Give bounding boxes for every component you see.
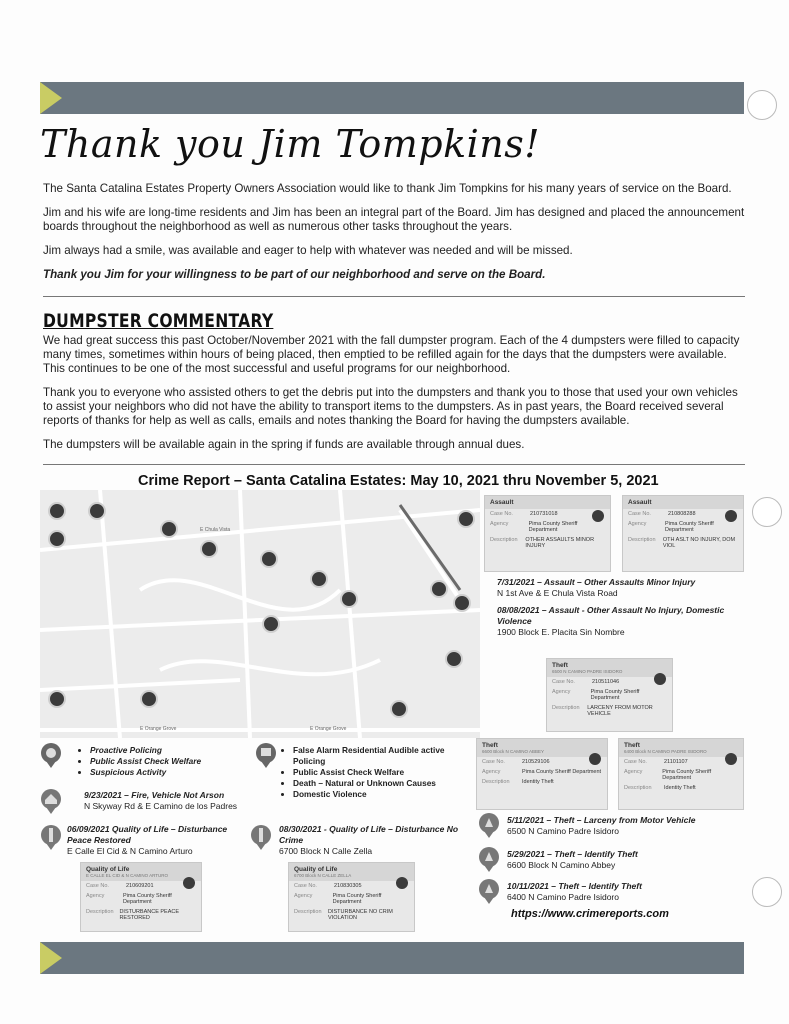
card-address: 6700 Block N CALLE ZELLA [294, 873, 352, 878]
map-pin[interactable] [200, 540, 218, 558]
crimereports-link[interactable]: https://www.crimereports.com [511, 908, 669, 920]
card-agency: Pima County Sheriff Department [528, 521, 578, 533]
band-accent [40, 942, 62, 974]
map-pin[interactable] [140, 690, 158, 708]
card-title [289, 863, 414, 881]
theft-icon [478, 812, 500, 838]
card-label: Case No. [624, 759, 647, 765]
card-description: LARCENY FROM MOTOR VEHICLE [587, 705, 653, 717]
incident-assault-2 [497, 605, 742, 638]
card-description: Identity Theft [522, 779, 554, 785]
incident-location: 6400 N Camino Padre Isidoro [507, 892, 619, 902]
incident-theft-2 [507, 849, 742, 871]
legend-item: • Suspicious Activity [90, 767, 201, 778]
card-label: Description [490, 537, 518, 543]
crime-map[interactable] [40, 490, 480, 738]
assault-icon [725, 510, 737, 522]
card-label: Description [624, 785, 652, 791]
card-agency: Pima County Sheriff Department [122, 893, 172, 905]
header-band [40, 82, 744, 114]
card-agency: Pima County Sheriff Department [522, 769, 602, 775]
street-label: E Chula Vista [200, 527, 231, 533]
card-type: Quality of Life [86, 866, 130, 873]
incident-location: 6600 Block N Camino Abbey [507, 860, 616, 870]
card-label: Agency [624, 769, 643, 775]
bottle-icon [40, 824, 62, 850]
theft-icon [478, 878, 500, 904]
incident-fire [84, 790, 254, 812]
card-label: Description [552, 705, 580, 711]
map-pin[interactable] [457, 510, 475, 528]
alarm-icon [255, 742, 277, 768]
incident-title: 7/31/2021 – Assault – Other Assaults Minor Injury [497, 577, 696, 587]
card-label: Case No. [552, 679, 575, 685]
band-accent [40, 82, 62, 114]
incident-location: 6700 Block N Calle Zella [279, 846, 373, 856]
thanks-paragraph-3: Jim always had a smile, was available and eager to help with whatever was needed and will be missed. [43, 244, 573, 257]
card-case: 210529106 [522, 759, 550, 765]
card-label: Case No. [490, 511, 513, 517]
map-streets [40, 490, 480, 738]
dumpster-paragraph-3: The dumpsters will be available again in the spring if funds are available through annual dues. [43, 438, 525, 451]
map-pin[interactable] [430, 580, 448, 598]
card-label: Agency [490, 521, 509, 527]
incident-assault-1 [497, 577, 742, 599]
footer-band [40, 942, 744, 974]
thanks-paragraph-4: Thank you Jim for your willingness to be part of our neighborhood and serve on the Board. [43, 268, 546, 281]
card-title: Assault [485, 496, 610, 509]
theft-card-3[interactable] [618, 738, 744, 810]
incident-title: 08/30/2021 - Quality of Life – Disturbance No Crime [279, 824, 459, 845]
theft-icon [478, 846, 500, 872]
map-pin[interactable] [453, 594, 471, 612]
bottle-icon [250, 824, 272, 850]
card-address: E CALLE EL CID & N CAMINO ARTURO [86, 873, 169, 878]
map-pin[interactable] [48, 530, 66, 548]
assault-card-2[interactable] [622, 495, 744, 572]
card-type: Theft [552, 662, 568, 669]
qol-card-2[interactable] [288, 862, 415, 932]
theft-card-2[interactable] [476, 738, 608, 810]
incident-location: N Skyway Rd & E Camino de los Padres [84, 801, 238, 811]
card-agency: Pima County Sheriff Department [662, 769, 712, 781]
police-badge-icon [40, 742, 62, 768]
incident-qol-2 [279, 824, 469, 857]
incident-location: E Calle El Cid & N Camino Arturo [67, 846, 193, 856]
map-pin[interactable] [310, 570, 328, 588]
thanks-paragraph-1: The Santa Catalina Estates Property Owners Association would like to thank Jim Tompkins for his many years of service on the Board. [43, 182, 732, 195]
qol-icon [183, 877, 195, 889]
card-agency: Pima County Sheriff Department [664, 521, 714, 533]
incident-location: 1900 Block E. Placita Sin Nombre [497, 627, 625, 637]
incident-qol-1 [67, 824, 237, 857]
map-pin[interactable] [340, 590, 358, 608]
theft-card-1[interactable] [546, 658, 673, 732]
assault-card-1[interactable] [484, 495, 611, 572]
map-pin[interactable] [48, 690, 66, 708]
legend-item: • Domestic Violence [293, 789, 473, 800]
theft-icon [725, 753, 737, 765]
legend-item: • Public Assist Check Welfare [293, 767, 473, 778]
card-description: DISTURBANCE NO CRIM VIOLATION [328, 909, 393, 921]
card-title [619, 739, 743, 757]
card-label: Agency [628, 521, 647, 527]
card-case: 210511046 [592, 679, 620, 685]
card-description: OTHER ASSAULTS MINOR INJURY [525, 537, 595, 549]
divider [43, 296, 745, 297]
card-label: Case No. [482, 759, 505, 765]
qol-icon [396, 877, 408, 889]
card-type: Theft [482, 742, 498, 749]
card-case: 210609201 [126, 883, 154, 889]
card-label: Case No. [294, 883, 317, 889]
legend-item: • Death – Natural or Unknown Causes [293, 778, 473, 789]
legend-item: • Proactive Policing [90, 745, 201, 756]
card-title [81, 863, 201, 881]
card-address: 6400 Block N CAMINO PADRE ISIDORO [624, 749, 707, 754]
card-label: Description [86, 909, 114, 915]
card-agency: Pima County Sheriff Department [590, 689, 640, 701]
incident-title: 9/23/2021 – Fire, Vehicle Not Arson [84, 790, 225, 800]
incident-title: 08/08/2021 – Assault - Other Assault No Injury, Domestic Violence [497, 605, 725, 626]
incident-title: 06/09/2021 Quality of Life – Disturbance Peace Restored [67, 824, 228, 845]
card-case: 210731018 [530, 511, 558, 517]
punch-hole [752, 497, 782, 527]
assault-icon [592, 510, 604, 522]
card-case: 21101107 [664, 759, 688, 765]
legend-right [283, 745, 473, 800]
card-agency: Pima County Sheriff Department [332, 893, 382, 905]
street-label: E Orange Grove [140, 726, 177, 732]
incident-theft-1 [507, 815, 742, 837]
map-pin[interactable] [390, 700, 408, 718]
crime-report-title: Crime Report – Santa Catalina Estates: May 10, 2021 thru November 5, 2021 [138, 473, 659, 489]
legend-left [80, 745, 201, 778]
punch-hole [747, 90, 777, 120]
card-label: Case No. [628, 511, 651, 517]
map-pin[interactable] [88, 502, 106, 520]
dumpster-heading: DUMPSTER COMMENTARY [43, 310, 274, 332]
card-title [477, 739, 607, 757]
dumpster-paragraph-2: Thank you to everyone who assisted others to get the debris put into the dumpsters and thank you to those that used your own vehicles to assist your neighbors who did not have the ability to transport items to the dumpsters. As in past years, the Board received several reports of thanks for help as well as calls, emails and notes thanking the Board for having the dumpsters available. [43, 386, 738, 427]
card-label: Agency [294, 893, 313, 899]
map-pin[interactable] [160, 520, 178, 538]
card-title [547, 659, 672, 677]
incident-title: 10/11/2021 – Theft – Identify Theft [507, 881, 642, 891]
legend-item: • Public Assist Check Welfare [90, 756, 201, 767]
card-label: Agency [86, 893, 105, 899]
map-pin[interactable] [262, 615, 280, 633]
incident-location: N 1st Ave & E Chula Vista Road [497, 588, 618, 598]
thanks-paragraph-2: Jim and his wife are long-time residents and Jim has been an integral part of the Board. Jim has designed and placed the announcement boards throughout the neighborhood as well as numerous other tasks throughout the years. [43, 206, 745, 233]
card-label: Description [294, 909, 322, 915]
punch-hole [752, 877, 782, 907]
theft-icon [589, 753, 601, 765]
card-description: Identity Theft [664, 785, 696, 791]
card-label: Description [628, 537, 656, 543]
map-pin[interactable] [445, 650, 463, 668]
dumpster-paragraph-1: We had great success this past October/November 2021 with the fall dumpster program. Each of the 4 dumpsters were filled to capacity many times, sometimes within hours of being placed, then emptied to be refilled again for the days that the dumpsters were available. This continues to be one of the most successful and useful programs for our neighborhood. [43, 334, 740, 375]
incident-theft-3 [507, 881, 742, 903]
card-description: DISTURBANCE PEACE RESTORED [119, 909, 180, 921]
card-address: 6500 N CAMINO PADRE ISIDORO [552, 669, 623, 674]
page-title: Thank you Jim Tompkins! [40, 122, 541, 166]
card-description: OTH ASLT NO INJURY, DOM VIOL [662, 537, 736, 549]
card-type: Quality of Life [294, 866, 338, 873]
card-title: Assault [623, 496, 743, 509]
incident-title: 5/11/2021 – Theft – Larceny from Motor Vehicle [507, 815, 696, 825]
card-label: Description [482, 779, 510, 785]
street-label: E Orange Grove [310, 726, 347, 732]
theft-icon [654, 673, 666, 685]
divider [43, 464, 745, 465]
incident-title: 5/29/2021 – Theft – Identify Theft [507, 849, 638, 859]
map-pin[interactable] [260, 550, 278, 568]
card-label: Agency [552, 689, 571, 695]
card-type: Theft [624, 742, 640, 749]
card-label: Case No. [86, 883, 109, 889]
legend-item: • False Alarm Residential Audible active Policing [293, 745, 473, 767]
house-fire-icon [40, 788, 62, 814]
map-pin[interactable] [48, 502, 66, 520]
card-address: 6600 Block N CAMINO ABBEY [482, 749, 545, 754]
incident-location: 6500 N Camino Padre Isidoro [507, 826, 619, 836]
card-case: 210830305 [334, 883, 362, 889]
qol-card-1[interactable] [80, 862, 202, 932]
card-case: 210808288 [668, 511, 696, 517]
card-label: Agency [482, 769, 501, 775]
